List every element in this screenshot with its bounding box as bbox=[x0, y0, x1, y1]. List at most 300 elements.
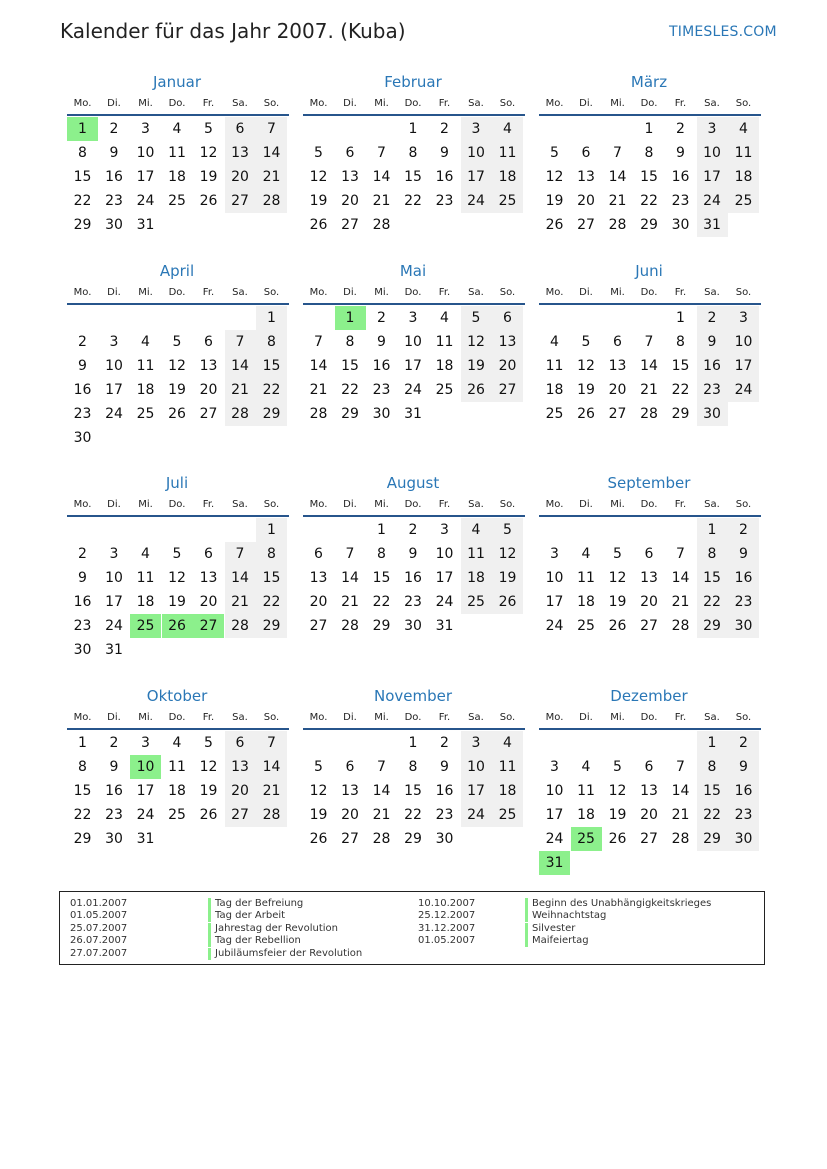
day-cell[interactable]: 8 bbox=[345, 334, 355, 350]
day-cell[interactable]: 23 bbox=[73, 406, 92, 422]
day-cell[interactable]: 10 bbox=[130, 755, 161, 779]
day-cell[interactable]: 14 bbox=[671, 783, 690, 799]
day-cell[interactable]: 14 bbox=[671, 570, 690, 586]
day-cell[interactable]: 7 bbox=[644, 334, 654, 350]
day-cell[interactable]: 5 bbox=[550, 145, 559, 161]
day-cell[interactable]: 1 bbox=[697, 731, 728, 755]
day-cell[interactable]: 21 bbox=[309, 382, 328, 398]
day-cell[interactable]: 15 bbox=[697, 779, 728, 803]
day-cell[interactable]: 10 bbox=[105, 358, 123, 374]
day-cell[interactable]: 31 bbox=[105, 642, 123, 658]
day-cell[interactable]: 25 bbox=[130, 614, 161, 638]
day-cell[interactable]: 26 bbox=[309, 831, 328, 847]
day-cell[interactable]: 10 bbox=[404, 334, 422, 350]
day-cell[interactable]: 7 bbox=[345, 546, 355, 562]
day-cell[interactable]: 15 bbox=[404, 783, 422, 799]
day-cell[interactable]: 2 bbox=[377, 310, 386, 326]
day-cell[interactable]: 14 bbox=[640, 358, 658, 374]
day-cell[interactable]: 20 bbox=[608, 382, 627, 398]
day-cell[interactable]: 22 bbox=[372, 594, 391, 610]
day-cell[interactable]: 10 bbox=[461, 755, 492, 779]
day-cell[interactable]: 8 bbox=[697, 542, 728, 566]
day-cell[interactable]: 24 bbox=[404, 382, 422, 398]
day-cell[interactable]: 5 bbox=[314, 759, 323, 775]
day-cell[interactable]: 20 bbox=[577, 193, 595, 209]
day-cell[interactable]: 25 bbox=[545, 406, 564, 422]
day-cell[interactable]: 13 bbox=[608, 358, 627, 374]
day-cell[interactable]: 19 bbox=[168, 382, 186, 398]
day-cell[interactable]: 24 bbox=[136, 807, 155, 823]
day-cell[interactable]: 29 bbox=[73, 831, 92, 847]
day-cell[interactable]: 18 bbox=[545, 382, 564, 398]
day-cell[interactable]: 8 bbox=[697, 755, 728, 779]
day-cell[interactable]: 14 bbox=[256, 141, 287, 165]
day-cell[interactable]: 19 bbox=[608, 807, 627, 823]
day-cell[interactable]: 4 bbox=[141, 546, 150, 562]
day-cell[interactable]: 29 bbox=[256, 614, 287, 638]
day-cell[interactable]: 14 bbox=[341, 570, 359, 586]
day-cell[interactable]: 11 bbox=[136, 358, 155, 374]
day-cell[interactable]: 19 bbox=[199, 783, 218, 799]
day-cell[interactable]: 1 bbox=[67, 117, 98, 141]
day-cell[interactable]: 12 bbox=[199, 145, 218, 161]
day-cell[interactable]: 10 bbox=[136, 145, 155, 161]
day-cell[interactable]: 30 bbox=[728, 614, 759, 638]
day-cell[interactable]: 2 bbox=[697, 306, 728, 330]
day-cell[interactable]: 28 bbox=[372, 831, 391, 847]
day-cell[interactable]: 30 bbox=[73, 642, 92, 658]
day-cell[interactable]: 3 bbox=[461, 117, 492, 141]
day-cell[interactable]: 24 bbox=[545, 618, 564, 634]
day-cell[interactable]: 25 bbox=[571, 827, 602, 851]
day-cell[interactable]: 28 bbox=[671, 831, 690, 847]
day-cell[interactable]: 5 bbox=[204, 735, 213, 751]
day-cell[interactable]: 23 bbox=[728, 803, 759, 827]
day-cell[interactable]: 26 bbox=[168, 406, 186, 422]
day-cell[interactable]: 17 bbox=[545, 594, 564, 610]
day-cell[interactable]: 16 bbox=[105, 783, 123, 799]
day-cell[interactable]: 27 bbox=[309, 618, 328, 634]
day-cell[interactable]: 7 bbox=[613, 145, 622, 161]
day-cell[interactable]: 8 bbox=[377, 546, 386, 562]
day-cell[interactable]: 23 bbox=[73, 618, 92, 634]
day-cell[interactable]: 26 bbox=[545, 217, 564, 233]
day-cell[interactable]: 17 bbox=[728, 354, 759, 378]
day-cell[interactable]: 6 bbox=[204, 334, 213, 350]
day-cell[interactable]: 17 bbox=[461, 165, 492, 189]
day-cell[interactable]: 8 bbox=[676, 334, 685, 350]
day-cell[interactable]: 31 bbox=[435, 618, 454, 634]
day-cell[interactable]: 10 bbox=[545, 570, 564, 586]
day-cell[interactable]: 2 bbox=[728, 731, 759, 755]
day-cell[interactable]: 9 bbox=[440, 145, 449, 161]
day-cell[interactable]: 9 bbox=[697, 330, 728, 354]
day-cell[interactable]: 18 bbox=[136, 382, 155, 398]
day-cell[interactable]: 9 bbox=[728, 542, 759, 566]
day-cell[interactable]: 8 bbox=[644, 145, 654, 161]
day-cell[interactable]: 24 bbox=[461, 189, 492, 213]
day-cell[interactable]: 21 bbox=[256, 779, 287, 803]
day-cell[interactable]: 4 bbox=[172, 735, 182, 751]
day-cell[interactable]: 30 bbox=[435, 831, 454, 847]
day-cell[interactable]: 19 bbox=[492, 566, 523, 590]
day-cell[interactable]: 30 bbox=[105, 831, 123, 847]
day-cell[interactable]: 1 bbox=[676, 310, 685, 326]
day-cell[interactable]: 1 bbox=[644, 121, 654, 137]
day-cell[interactable]: 31 bbox=[136, 217, 155, 233]
day-cell[interactable]: 14 bbox=[608, 169, 627, 185]
day-cell[interactable]: 27 bbox=[199, 406, 218, 422]
day-cell[interactable]: 14 bbox=[225, 566, 256, 590]
day-cell[interactable]: 23 bbox=[372, 382, 391, 398]
day-cell[interactable]: 3 bbox=[141, 121, 150, 137]
day-cell[interactable]: 17 bbox=[461, 779, 492, 803]
day-cell[interactable]: 28 bbox=[372, 217, 391, 233]
day-cell[interactable]: 26 bbox=[608, 618, 627, 634]
day-cell[interactable]: 29 bbox=[671, 406, 690, 422]
day-cell[interactable]: 9 bbox=[676, 145, 685, 161]
day-cell[interactable]: 28 bbox=[341, 618, 359, 634]
day-cell[interactable]: 1 bbox=[335, 306, 366, 330]
day-cell[interactable]: 22 bbox=[671, 382, 690, 398]
day-cell[interactable]: 9 bbox=[78, 358, 87, 374]
day-cell[interactable]: 22 bbox=[73, 807, 92, 823]
day-cell[interactable]: 30 bbox=[728, 827, 759, 851]
day-cell[interactable]: 26 bbox=[199, 807, 218, 823]
day-cell[interactable]: 22 bbox=[697, 803, 728, 827]
day-cell[interactable]: 16 bbox=[697, 354, 728, 378]
day-cell[interactable]: 21 bbox=[372, 807, 391, 823]
day-cell[interactable]: 20 bbox=[225, 779, 256, 803]
day-cell[interactable]: 19 bbox=[309, 193, 328, 209]
day-cell[interactable]: 8 bbox=[408, 759, 418, 775]
day-cell[interactable]: 19 bbox=[577, 382, 595, 398]
day-cell[interactable]: 22 bbox=[73, 193, 92, 209]
day-cell[interactable]: 14 bbox=[372, 783, 391, 799]
day-cell[interactable]: 25 bbox=[492, 189, 523, 213]
day-cell[interactable]: 17 bbox=[105, 382, 123, 398]
day-cell[interactable]: 6 bbox=[204, 546, 213, 562]
day-cell[interactable]: 18 bbox=[728, 165, 759, 189]
day-cell[interactable]: 10 bbox=[461, 141, 492, 165]
day-cell[interactable]: 18 bbox=[461, 566, 492, 590]
day-cell[interactable]: 23 bbox=[435, 193, 454, 209]
day-cell[interactable]: 4 bbox=[172, 121, 182, 137]
day-cell[interactable]: 22 bbox=[640, 193, 658, 209]
day-cell[interactable]: 5 bbox=[613, 759, 622, 775]
day-cell[interactable]: 16 bbox=[435, 783, 454, 799]
day-cell[interactable]: 8 bbox=[408, 145, 418, 161]
day-cell[interactable]: 23 bbox=[105, 193, 123, 209]
day-cell[interactable]: 7 bbox=[676, 759, 685, 775]
day-cell[interactable]: 7 bbox=[314, 334, 323, 350]
day-cell[interactable]: 17 bbox=[105, 594, 123, 610]
day-cell[interactable]: 5 bbox=[492, 518, 523, 542]
day-cell[interactable]: 16 bbox=[105, 169, 123, 185]
day-cell[interactable]: 25 bbox=[168, 193, 186, 209]
day-cell[interactable]: 8 bbox=[78, 759, 87, 775]
day-cell[interactable]: 20 bbox=[640, 807, 658, 823]
day-cell[interactable]: 6 bbox=[613, 334, 622, 350]
day-cell[interactable]: 15 bbox=[372, 570, 391, 586]
day-cell[interactable]: 14 bbox=[309, 358, 328, 374]
day-cell[interactable]: 9 bbox=[109, 759, 119, 775]
day-cell[interactable]: 3 bbox=[697, 117, 728, 141]
day-cell[interactable]: 6 bbox=[225, 731, 256, 755]
day-cell[interactable]: 27 bbox=[225, 189, 256, 213]
day-cell[interactable]: 19 bbox=[608, 594, 627, 610]
day-cell[interactable]: 2 bbox=[109, 735, 119, 751]
day-cell[interactable]: 23 bbox=[671, 193, 690, 209]
day-cell[interactable]: 11 bbox=[492, 141, 523, 165]
day-cell[interactable]: 18 bbox=[136, 594, 155, 610]
day-cell[interactable]: 21 bbox=[671, 594, 690, 610]
day-cell[interactable]: 2 bbox=[78, 334, 87, 350]
day-cell[interactable]: 6 bbox=[644, 546, 654, 562]
day-cell[interactable]: 2 bbox=[676, 121, 685, 137]
day-cell[interactable]: 21 bbox=[372, 193, 391, 209]
day-cell[interactable]: 21 bbox=[225, 378, 256, 402]
day-cell[interactable]: 27 bbox=[225, 803, 256, 827]
day-cell[interactable]: 24 bbox=[545, 831, 564, 847]
day-cell[interactable]: 26 bbox=[492, 590, 523, 614]
day-cell[interactable]: 10 bbox=[728, 330, 759, 354]
day-cell[interactable]: 16 bbox=[404, 570, 422, 586]
day-cell[interactable]: 1 bbox=[697, 518, 728, 542]
day-cell[interactable]: 4 bbox=[492, 117, 523, 141]
day-cell[interactable]: 25 bbox=[492, 803, 523, 827]
day-cell[interactable]: 29 bbox=[697, 827, 728, 851]
day-cell[interactable]: 11 bbox=[461, 542, 492, 566]
day-cell[interactable]: 17 bbox=[697, 165, 728, 189]
day-cell[interactable]: 27 bbox=[608, 406, 627, 422]
day-cell[interactable]: 22 bbox=[341, 382, 359, 398]
day-cell[interactable]: 26 bbox=[461, 378, 492, 402]
day-cell[interactable]: 15 bbox=[341, 358, 359, 374]
day-cell[interactable]: 13 bbox=[341, 169, 359, 185]
day-cell[interactable]: 16 bbox=[73, 382, 92, 398]
day-cell[interactable]: 18 bbox=[577, 594, 595, 610]
day-cell[interactable]: 30 bbox=[105, 217, 123, 233]
day-cell[interactable]: 21 bbox=[256, 165, 287, 189]
day-cell[interactable]: 31 bbox=[539, 851, 570, 875]
day-cell[interactable]: 30 bbox=[697, 402, 728, 426]
day-cell[interactable]: 1 bbox=[256, 306, 287, 330]
day-cell[interactable]: 3 bbox=[141, 735, 150, 751]
day-cell[interactable]: 21 bbox=[225, 590, 256, 614]
day-cell[interactable]: 30 bbox=[372, 406, 391, 422]
day-cell[interactable]: 15 bbox=[671, 358, 690, 374]
day-cell[interactable]: 11 bbox=[577, 570, 595, 586]
day-cell[interactable]: 2 bbox=[440, 735, 449, 751]
day-cell[interactable]: 24 bbox=[728, 378, 759, 402]
day-cell[interactable]: 7 bbox=[225, 330, 256, 354]
day-cell[interactable]: 28 bbox=[256, 803, 287, 827]
day-cell[interactable]: 6 bbox=[345, 145, 355, 161]
day-cell[interactable]: 12 bbox=[461, 330, 492, 354]
day-cell[interactable]: 3 bbox=[408, 310, 418, 326]
day-cell[interactable]: 5 bbox=[314, 145, 323, 161]
day-cell[interactable]: 23 bbox=[105, 807, 123, 823]
day-cell[interactable]: 18 bbox=[435, 358, 454, 374]
day-cell[interactable]: 10 bbox=[435, 546, 454, 562]
day-cell[interactable]: 16 bbox=[728, 566, 759, 590]
day-cell[interactable]: 25 bbox=[168, 807, 186, 823]
day-cell[interactable]: 26 bbox=[608, 831, 627, 847]
day-cell[interactable]: 12 bbox=[309, 783, 328, 799]
day-cell[interactable]: 8 bbox=[78, 145, 87, 161]
day-cell[interactable]: 7 bbox=[256, 731, 287, 755]
day-cell[interactable]: 24 bbox=[136, 193, 155, 209]
day-cell[interactable]: 29 bbox=[256, 402, 287, 426]
day-cell[interactable]: 29 bbox=[640, 217, 658, 233]
day-cell[interactable]: 22 bbox=[256, 378, 287, 402]
day-cell[interactable]: 23 bbox=[435, 807, 454, 823]
day-cell[interactable]: 21 bbox=[341, 594, 359, 610]
day-cell[interactable]: 7 bbox=[377, 759, 386, 775]
day-cell[interactable]: 10 bbox=[697, 141, 728, 165]
day-cell[interactable]: 18 bbox=[492, 165, 523, 189]
day-cell[interactable]: 28 bbox=[225, 614, 256, 638]
day-cell[interactable]: 15 bbox=[404, 169, 422, 185]
day-cell[interactable]: 2 bbox=[408, 522, 418, 538]
day-cell[interactable]: 26 bbox=[162, 614, 193, 638]
day-cell[interactable]: 14 bbox=[256, 755, 287, 779]
day-cell[interactable]: 17 bbox=[545, 807, 564, 823]
day-cell[interactable]: 19 bbox=[461, 354, 492, 378]
day-cell[interactable]: 21 bbox=[671, 807, 690, 823]
day-cell[interactable]: 11 bbox=[136, 570, 155, 586]
day-cell[interactable]: 11 bbox=[492, 755, 523, 779]
day-cell[interactable]: 3 bbox=[728, 306, 759, 330]
day-cell[interactable]: 28 bbox=[309, 406, 328, 422]
day-cell[interactable]: 13 bbox=[492, 330, 523, 354]
day-cell[interactable]: 6 bbox=[314, 546, 323, 562]
day-cell[interactable]: 14 bbox=[372, 169, 391, 185]
day-cell[interactable]: 24 bbox=[435, 594, 454, 610]
day-cell[interactable]: 26 bbox=[199, 193, 218, 209]
day-cell[interactable]: 4 bbox=[440, 310, 449, 326]
day-cell[interactable]: 29 bbox=[341, 406, 359, 422]
day-cell[interactable]: 12 bbox=[168, 358, 186, 374]
day-cell[interactable]: 30 bbox=[404, 618, 422, 634]
day-cell[interactable]: 27 bbox=[193, 614, 224, 638]
day-cell[interactable]: 29 bbox=[73, 217, 92, 233]
day-cell[interactable]: 22 bbox=[256, 590, 287, 614]
day-cell[interactable]: 2 bbox=[78, 546, 87, 562]
day-cell[interactable]: 28 bbox=[671, 618, 690, 634]
day-cell[interactable]: 7 bbox=[377, 145, 386, 161]
day-cell[interactable]: 13 bbox=[640, 570, 658, 586]
day-cell[interactable]: 17 bbox=[435, 570, 454, 586]
day-cell[interactable]: 25 bbox=[461, 590, 492, 614]
day-cell[interactable]: 12 bbox=[199, 759, 218, 775]
day-cell[interactable]: 20 bbox=[309, 594, 328, 610]
day-cell[interactable]: 29 bbox=[404, 831, 422, 847]
day-cell[interactable]: 28 bbox=[256, 189, 287, 213]
day-cell[interactable]: 12 bbox=[608, 570, 627, 586]
day-cell[interactable]: 28 bbox=[608, 217, 627, 233]
day-cell[interactable]: 19 bbox=[168, 594, 186, 610]
day-cell[interactable]: 15 bbox=[256, 354, 287, 378]
day-cell[interactable]: 21 bbox=[640, 382, 658, 398]
day-cell[interactable]: 10 bbox=[105, 570, 123, 586]
day-cell[interactable]: 13 bbox=[577, 169, 595, 185]
day-cell[interactable]: 4 bbox=[141, 334, 150, 350]
day-cell[interactable]: 15 bbox=[73, 783, 92, 799]
day-cell[interactable]: 28 bbox=[640, 406, 658, 422]
day-cell[interactable]: 19 bbox=[199, 169, 218, 185]
day-cell[interactable]: 23 bbox=[697, 378, 728, 402]
day-cell[interactable]: 1 bbox=[377, 522, 386, 538]
day-cell[interactable]: 4 bbox=[550, 334, 559, 350]
brand-link[interactable]: TIMESLES.COM bbox=[669, 24, 777, 40]
day-cell[interactable]: 13 bbox=[225, 141, 256, 165]
day-cell[interactable]: 16 bbox=[372, 358, 391, 374]
day-cell[interactable]: 11 bbox=[545, 358, 564, 374]
day-cell[interactable]: 26 bbox=[309, 217, 328, 233]
day-cell[interactable]: 9 bbox=[109, 145, 119, 161]
day-cell[interactable]: 15 bbox=[256, 566, 287, 590]
day-cell[interactable]: 17 bbox=[136, 169, 155, 185]
day-cell[interactable]: 26 bbox=[577, 406, 595, 422]
day-cell[interactable]: 13 bbox=[199, 570, 218, 586]
day-cell[interactable]: 14 bbox=[225, 354, 256, 378]
day-cell[interactable]: 1 bbox=[256, 518, 287, 542]
day-cell[interactable]: 24 bbox=[105, 406, 123, 422]
day-cell[interactable]: 22 bbox=[404, 193, 422, 209]
day-cell[interactable]: 27 bbox=[640, 831, 658, 847]
day-cell[interactable]: 7 bbox=[225, 542, 256, 566]
day-cell[interactable]: 6 bbox=[345, 759, 355, 775]
day-cell[interactable]: 29 bbox=[372, 618, 391, 634]
day-cell[interactable]: 5 bbox=[581, 334, 591, 350]
day-cell[interactable]: 2 bbox=[728, 518, 759, 542]
day-cell[interactable]: 25 bbox=[728, 189, 759, 213]
day-cell[interactable]: 2 bbox=[109, 121, 119, 137]
day-cell[interactable]: 11 bbox=[168, 759, 186, 775]
day-cell[interactable]: 7 bbox=[256, 117, 287, 141]
day-cell[interactable]: 11 bbox=[577, 783, 595, 799]
day-cell[interactable]: 4 bbox=[581, 546, 591, 562]
day-cell[interactable]: 19 bbox=[545, 193, 564, 209]
day-cell[interactable]: 31 bbox=[136, 831, 155, 847]
day-cell[interactable]: 27 bbox=[577, 217, 595, 233]
day-cell[interactable]: 23 bbox=[728, 590, 759, 614]
day-cell[interactable]: 18 bbox=[168, 169, 186, 185]
day-cell[interactable]: 13 bbox=[640, 783, 658, 799]
day-cell[interactable]: 23 bbox=[404, 594, 422, 610]
day-cell[interactable]: 9 bbox=[408, 546, 418, 562]
day-cell[interactable]: 4 bbox=[581, 759, 591, 775]
day-cell[interactable]: 13 bbox=[225, 755, 256, 779]
day-cell[interactable]: 11 bbox=[168, 145, 186, 161]
day-cell[interactable]: 4 bbox=[728, 117, 759, 141]
day-cell[interactable]: 24 bbox=[461, 803, 492, 827]
day-cell[interactable]: 8 bbox=[256, 330, 287, 354]
day-cell[interactable]: 30 bbox=[671, 217, 690, 233]
day-cell[interactable]: 29 bbox=[697, 614, 728, 638]
day-cell[interactable]: 20 bbox=[640, 594, 658, 610]
day-cell[interactable]: 24 bbox=[105, 618, 123, 634]
day-cell[interactable]: 9 bbox=[440, 759, 449, 775]
day-cell[interactable]: 1 bbox=[408, 121, 418, 137]
day-cell[interactable]: 5 bbox=[204, 121, 213, 137]
day-cell[interactable]: 12 bbox=[492, 542, 523, 566]
day-cell[interactable]: 25 bbox=[435, 382, 454, 398]
day-cell[interactable]: 9 bbox=[377, 334, 386, 350]
day-cell[interactable]: 24 bbox=[697, 189, 728, 213]
